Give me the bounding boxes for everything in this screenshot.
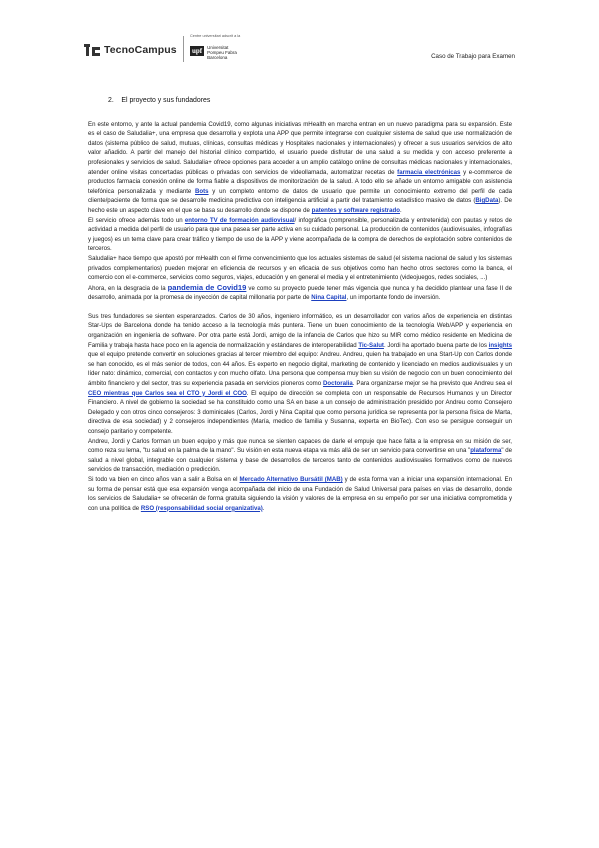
section-number: 2.: [108, 97, 114, 104]
logo-divider: [183, 36, 184, 62]
text: .: [262, 504, 265, 512]
link-insights[interactable]: insights: [488, 341, 513, 349]
tecnocampus-mark-icon: [84, 44, 100, 56]
text: Andreu, Jordi y Carlos forman un buen equipo y más que nunca se sienten capaces de darle el empuje que hace falta a la empresa en su misión de ser, como reza su lema, "tu salud en la palma de la mano". Su visión en esta nueva etapa va más allá de ser un servicio para convertirse en una ": [88, 437, 512, 455]
link-nina-capital[interactable]: Nina Capital: [311, 294, 347, 302]
tecnocampus-logo: [84, 44, 177, 56]
link-doctoralia[interactable]: Doctoralia: [322, 380, 353, 388]
link-entorno-tv[interactable]: entorno TV de formación audiovisual: [184, 216, 295, 224]
text: . Jordi ha aportado buena parte de los: [383, 341, 489, 349]
text: .: [400, 206, 402, 214]
text: y un completo entorno de datos de usuario que permite un conocimiento extremo del perfil de cada cliente/paciente de forma que se desarrolle medicina predictiva con inteligencia artificial a partir del tratamiento estadístico masivo de datos (: [88, 187, 512, 205]
upf-name: [207, 45, 237, 60]
text: Saludalia+ hace tiempo que apostó por mHealth con el firme convencimiento que los actuales sistemas de salud (el sistema nacional de salud y los sistemas privados complementarios) pueden mejorar en eficiencia de recursos y en eficacia de sus objetivos como han hecho otros sectores como la banca, el comercio con el e-commerce, servicios como seguros, viajes, educación y en general el media y el entretenimiento (videojuegos, redes sociales, ...): [88, 254, 512, 282]
paragraph: [88, 312, 512, 437]
section-title: El proyecto y sus fundadores: [121, 97, 211, 104]
upf-name-line: Pompeu Fabra: [207, 50, 237, 55]
link-farmacia-electronicas[interactable]: farmacia electrónicas: [397, 168, 461, 176]
text: , un importante fondo de inversión.: [346, 294, 441, 302]
paragraph: [88, 437, 512, 475]
paragraph: [88, 475, 512, 513]
text: El servicio ofrece además todo un: [88, 216, 185, 224]
upf-name-line: Barcelona: [207, 55, 228, 60]
text: y de esta forma van a iniciar una expansión internacional. En su forma de pensar está que esa expansión venga acompañada del inicio de una Fundación de Salud Universal para países en vías de desarrollo, donde los servicios de Saludalia+ se ofrecerán de forma gratuita siguiendo la visión y valores de la empresa en su empeño por ser una iniciativa comprometida y con una política de: [88, 475, 512, 512]
link-tic-salut[interactable]: Tic-Salut: [358, 341, 384, 349]
paragraph: [88, 216, 512, 254]
text: Si todo va bien en cinco años van a salir a Bolsa en el: [88, 475, 240, 483]
upf-mark: upf: [192, 47, 203, 55]
upf-affiliation-text: Centre universitari adscrit a la: [190, 34, 241, 38]
text: ). De hecho este un aspecto clave en el que se basa su desarrollo donde se dispone de: [88, 197, 512, 214]
section-heading: [108, 96, 512, 106]
tecnocampus-logo-text: TecnoCampus: [104, 44, 177, 56]
link-pandemia-covid19[interactable]: pandemia de Covid19: [167, 282, 247, 292]
link-mab[interactable]: Mercado Alternativo Bursátil (MAB): [239, 475, 343, 483]
upf-name-line: Universitat: [207, 45, 229, 50]
text: Ahora, en la desgracia de la: [88, 284, 168, 292]
text: En este entorno, y ante la actual pandemia Covid19, como algunas iniciativas mHealth en marcha entran en un nuevo paradigma para su expansión. Este es el caso de Saludalia+, una empresa que desarrolla y explota una APP que permite integrarse con cualquier sistema de salud que use normalización de datos (sistema público de salud, mutuas, clínicas, consultas médicas y Hospitales nacionales y internacionales) y ofrecer a sus usuarios servicios de alto valor añadido. A partir del manejo del historial clínico compartido, el usuario puede disfrutar de una salud a su medida y con acceso preferente a profesionales y servicios de salud. Saludalia+ ofrece opciones para acceder a un amplio catálogo online de consultas médicas nacionales y internacionales, atender online visitas concertadas públicas o privadas con servicios de videollamada, automatizar recetas de: [88, 120, 512, 176]
link-patentes[interactable]: patentes y software registrado: [311, 206, 400, 214]
document-body: [88, 96, 512, 513]
text: que el equipo pretende convertir en soluciones gracias al tercer miembro del equipo: Andreu. Andreu, quien ha trabajado en una Start-Up con Carlos donde se han conocido, es el más senior de todos, con 44 años. Es experto en negocio digital, marketing de contenido y licenciado en medios audiovisuales y un líder nato: dinámico, comercial, con contactos y con mucho olfato. Una persona que compensa muy bien su visión de negocio con un buen conocimiento del ámbito financiero y del sector, tras su experiencia pasada en servicios pioneros como: [88, 351, 512, 388]
text: ve como su proyecto puede tener más vigencia que nunca y ha decidido plantear una fase II de desarrollo, animada por la promesa de inyección de capital millonaria por parte de: [88, 284, 512, 302]
link-bigdata[interactable]: BigData: [475, 197, 499, 205]
text: Sus tres fundadores se sienten esperanzados. Carlos de 30 años, ingeniero informático, es un desarrollador con varios años de experiencia en distintas Star-Ups de Barcelona donde ha tenido acceso a la tecnología más puntera. Tiene un buen conocimiento de la tecnología Web/APP y experiencia en organización en ingeniería de software. Por otra parte está Jordi, amigo de la infancia de Carlos que hizo su MIR como médico residente en Medicina de Familia y trabaja hasta hace poco en la agencia de normalización y estándares de interoperabilidad: [88, 312, 512, 349]
paragraph: [88, 254, 512, 283]
document-header-title: Caso de Trabajo para Examen: [431, 53, 515, 60]
paragraph: [88, 120, 512, 216]
paragraph: [88, 283, 512, 303]
page-header: [0, 0, 599, 80]
link-bots[interactable]: Bots: [195, 187, 209, 195]
text: " de salud a nivel global, integrable con cualquier sistema y base de desarrollos de terceros tanto de contenidos audiovisuales formativos como de nuevos servicios de transacción, mediación o predicción.: [88, 447, 512, 474]
text: . Para organizarse mejor se ha previsto que Andreu sea el: [352, 380, 512, 388]
paragraph-gap: [88, 303, 512, 312]
text: y e-commerce de productos farmacia conexión online de forma fiable a dispositivos de monitorización de la salud. A todo ello se añade un entorno amigable con asistencia telefónica personalizada y mediante: [88, 168, 513, 195]
link-plataforma[interactable]: plataforma: [470, 447, 502, 455]
text: / infográfica (comprensible, personalizada y entretenida) con pautas y retos de actividad a medida del perfil de usuario para que una pasea ser parte activa en su cuidado personal. La producción de contenidos (audiovisuales, infografías y juegos) es un tema clave para crear tráfico y tiempo de uso de la APP y viene acompañada de la compra de derechos de explotación sobre contenidos de terceros.: [88, 216, 512, 253]
upf-logo: [190, 34, 241, 60]
link-ceo-cto-coo[interactable]: CEO mientras que Carlos sea el CTO y Jordi el COO: [88, 389, 247, 397]
text: . El equipo de dirección se completa con un responsable de Recursos Humanos y un Director Financiero. A nivel de gobierno la sociedad se ha constituido como una SA en base a un consejo de administración presidido por Andreu como Consejero Delegado y con otros cinco consejeros: 3 dominicales (Carlos, Jordi y Nina Capital que como persona jurídica se representa por la persona física de Marta, directiva de esa sociedad) y 2 consejeros independientes (María, medico de familia y Susanna, experta en BioTec). Con eso se persigue conseguir un consejo paritario y competente.: [88, 389, 512, 435]
link-rso[interactable]: RSO (responsabilidad social organizativa): [140, 504, 263, 512]
